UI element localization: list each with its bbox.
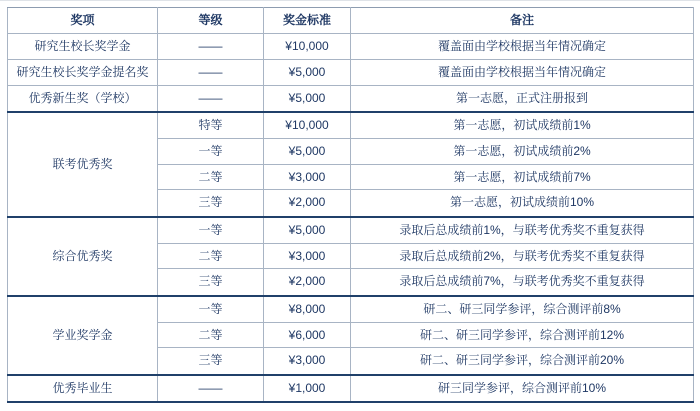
table-row (8, 59, 694, 85)
level-cell: 二等 (158, 164, 264, 190)
amount-cell: ¥5,000 (264, 59, 351, 85)
amount-cell: ¥10,000 (264, 34, 351, 60)
note-cell: 第一志愿，初试成绩前10% (351, 190, 694, 217)
award-cell: 优秀毕业生 (8, 375, 158, 402)
amount-cell: ¥5,000 (264, 85, 351, 112)
award-cell: 优秀新生奖（学校） (8, 85, 158, 112)
amount-cell: ¥3,000 (264, 348, 351, 375)
table-body (8, 34, 694, 403)
note-cell: 第一志愿，初试成绩前2% (351, 138, 694, 164)
table-row (8, 375, 694, 402)
table-row (8, 296, 694, 323)
award-cell: 学业奖学金 (8, 296, 158, 375)
amount-cell: ¥1,000 (264, 375, 351, 402)
note-cell: 覆盖面由学校根据当年情况确定 (351, 34, 694, 60)
note-cell: 录取后总成绩前1%，与联考优秀奖不重复获得 (351, 217, 694, 244)
award-cell: 综合优秀奖 (8, 217, 158, 296)
note-cell: 第一志愿，正式注册报到 (351, 85, 694, 112)
note-cell: 研二、研三同学参评，综合测评前20% (351, 348, 694, 375)
level-cell: 二等 (158, 243, 264, 269)
table-header (8, 8, 694, 34)
column-header: 奖项 (8, 8, 158, 34)
table-row (8, 217, 694, 244)
amount-cell: ¥5,000 (264, 138, 351, 164)
note-cell: 录取后总成绩前2%，与联考优秀奖不重复获得 (351, 243, 694, 269)
table-row (8, 34, 694, 60)
amount-cell: ¥10,000 (264, 112, 351, 139)
table-row (8, 85, 694, 112)
level-cell: —— (158, 375, 264, 402)
level-cell: —— (158, 59, 264, 85)
amount-cell: ¥8,000 (264, 296, 351, 323)
column-header: 奖金标准 (264, 8, 351, 34)
level-cell: 三等 (158, 190, 264, 217)
cropped-row-remnant-line (0, 0, 700, 1)
amount-cell: ¥2,000 (264, 269, 351, 296)
amount-cell: ¥3,000 (264, 164, 351, 190)
amount-cell: ¥6,000 (264, 322, 351, 348)
amount-cell: ¥5,000 (264, 217, 351, 244)
note-cell: 录取后总成绩前7%，与联考优秀奖不重复获得 (351, 269, 694, 296)
level-cell: 特等 (158, 112, 264, 139)
level-cell: 三等 (158, 348, 264, 375)
header-row (8, 8, 694, 34)
award-cell: 联考优秀奖 (8, 112, 158, 217)
level-cell: —— (158, 34, 264, 60)
note-cell: 第一志愿，初试成绩前1% (351, 112, 694, 139)
note-cell: 研三同学参评，综合测评前10% (351, 375, 694, 402)
note-cell: 研二、研三同学参评，综合测评前8% (351, 296, 694, 323)
level-cell: 三等 (158, 269, 264, 296)
note-cell: 研二、研三同学参评，综合测评前12% (351, 322, 694, 348)
note-cell: 覆盖面由学校根据当年情况确定 (351, 59, 694, 85)
amount-cell: ¥3,000 (264, 243, 351, 269)
level-cell: 一等 (158, 217, 264, 244)
column-header: 备注 (351, 8, 694, 34)
scholarship-table (7, 7, 694, 403)
level-cell: 一等 (158, 296, 264, 323)
level-cell: —— (158, 85, 264, 112)
level-cell: 二等 (158, 322, 264, 348)
award-cell: 研究生校长奖学金提名奖 (8, 59, 158, 85)
column-header: 等级 (158, 8, 264, 34)
award-cell: 研究生校长奖学金 (8, 34, 158, 60)
note-cell: 第一志愿，初试成绩前7% (351, 164, 694, 190)
table-row (8, 112, 694, 139)
amount-cell: ¥2,000 (264, 190, 351, 217)
level-cell: 一等 (158, 138, 264, 164)
